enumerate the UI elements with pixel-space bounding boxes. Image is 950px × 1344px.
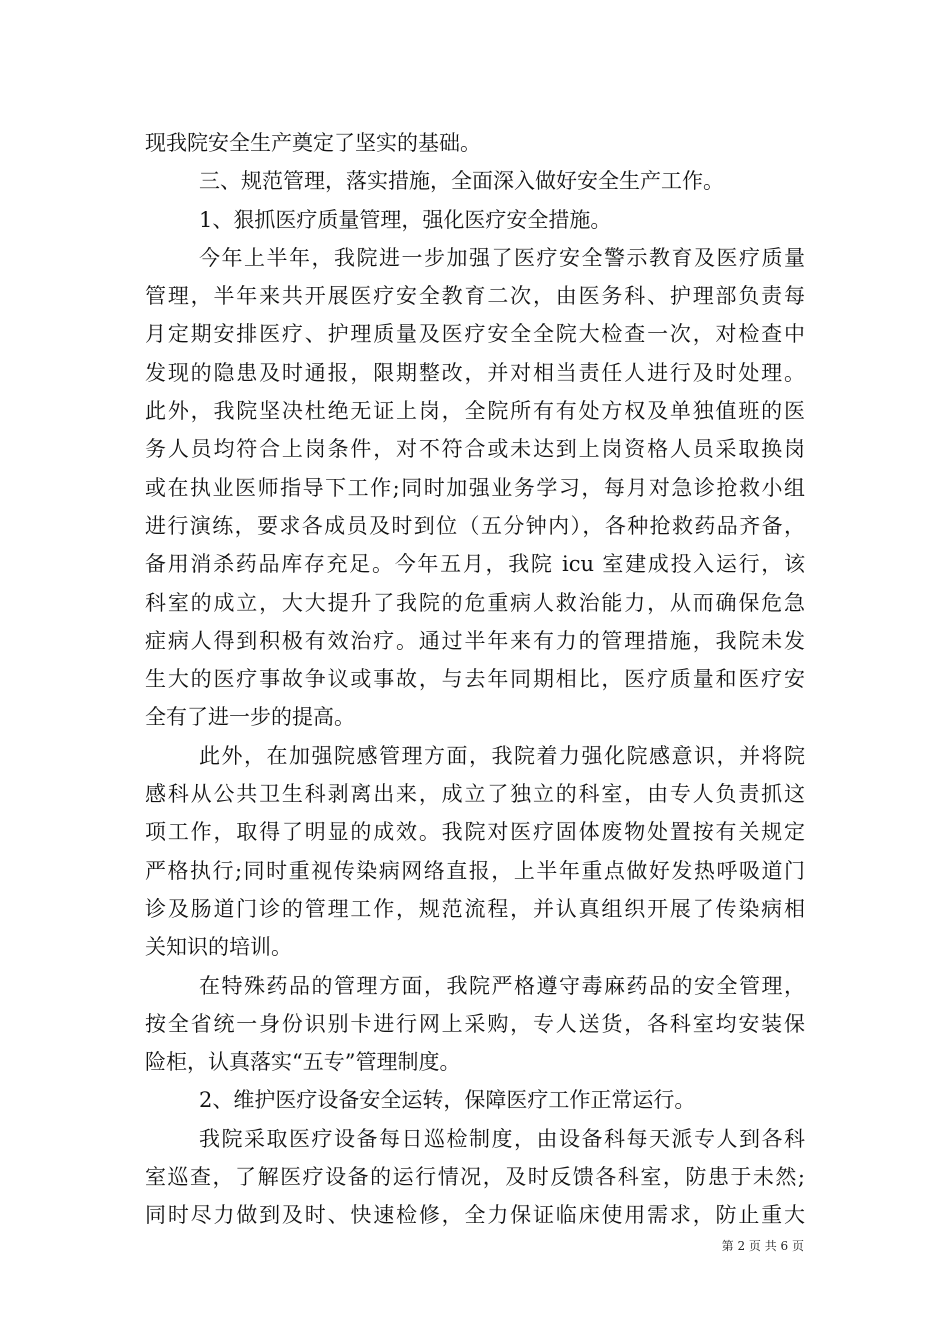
text-line: 备用消杀药品库存充足。今年五月，我院 icu 室建成投入运行，该 <box>145 552 805 577</box>
text-line: 感科从公共卫生科剥离出来，成立了独立的科室，由专人负责抓这 <box>145 782 805 807</box>
text-line: 按全省统一身份识别卡进行网上采购，专人送货，各科室均安装保 <box>145 1011 805 1036</box>
text-line: 关知识的培训。 <box>145 935 292 960</box>
text-line: 同时尽力做到及时、快速检修，全力保证临床使用需求，防止重大 <box>145 1203 805 1228</box>
page-number-footer: 第 2 页 共 6 页 <box>721 1239 804 1253</box>
section-heading: 三、规范管理，落实措施，全面深入做好安全生产工作。 <box>199 169 724 194</box>
text-line: 项工作，取得了明显的成效。我院对医疗固体废物处置按有关规定 <box>145 820 805 845</box>
text-line: 症病人得到积极有效治疗。通过半年来有力的管理措施，我院未发 <box>145 628 805 653</box>
text-line: 我院采取医疗设备每日巡检制度，由设备科每天派专人到各科 <box>199 1126 805 1151</box>
text-line: 全有了进一步的提高。 <box>145 705 355 730</box>
text-line: 诊及肠道门诊的管理工作，规范流程，并认真组织开展了传染病相 <box>145 896 805 921</box>
text-line: 生大的医疗事故争议或事故，与去年同期相比，医疗质量和医疗安 <box>145 667 805 692</box>
text-line: 此外，在加强院感管理方面，我院着力强化院感意识，并将院 <box>199 743 805 768</box>
text-line: 在特殊药品的管理方面，我院严格遵守毒麻药品的安全管理， <box>199 973 805 998</box>
subsection-heading: 2、维护医疗设备安全运转，保障医疗工作正常运行。 <box>199 1088 696 1113</box>
text-line: 发现的隐患及时通报，限期整改，并对相当责任人进行及时处理。 <box>145 360 805 385</box>
text-line: 现我院安全生产奠定了坚实的基础。 <box>145 131 481 155</box>
text-line: 科室的成立，大大提升了我院的危重病人救治能力，从而确保危急 <box>145 590 805 615</box>
document-body <box>145 124 805 1235</box>
text-line: 进行演练，要求各成员及时到位（五分钟内），各种抢救药品齐备， <box>145 513 805 538</box>
text-line: 此外，我院坚决杜绝无证上岗，全院所有有处方权及单独值班的医 <box>145 399 805 424</box>
text-line: 月定期安排医疗、护理质量及医疗安全全院大检查一次，对检查中 <box>145 322 805 347</box>
text-line: 今年上半年，我院进一步加强了医疗安全警示教育及医疗质量 <box>199 245 805 270</box>
text-line: 管理，半年来共开展医疗安全教育二次，由医务科、护理部负责每 <box>145 284 805 309</box>
text-line: 务人员均符合上岗条件，对不符合或未达到上岗资格人员采取换岗 <box>145 437 805 462</box>
text-line: 或在执业医师指导下工作;同时加强业务学习，每月对急诊抢救小组 <box>145 475 805 500</box>
subsection-heading: 1、狠抓医疗质量管理，强化医疗安全措施。 <box>199 207 612 232</box>
text-line: 严格执行;同时重视传染病网络直报，上半年重点做好发热呼吸道门 <box>145 858 805 883</box>
text-line: 险柜，认真落实“五专”管理制度。 <box>145 1050 461 1075</box>
text-line: 室巡查，了解医疗设备的运行情况，及时反馈各科室，防患于未然; <box>145 1165 805 1190</box>
